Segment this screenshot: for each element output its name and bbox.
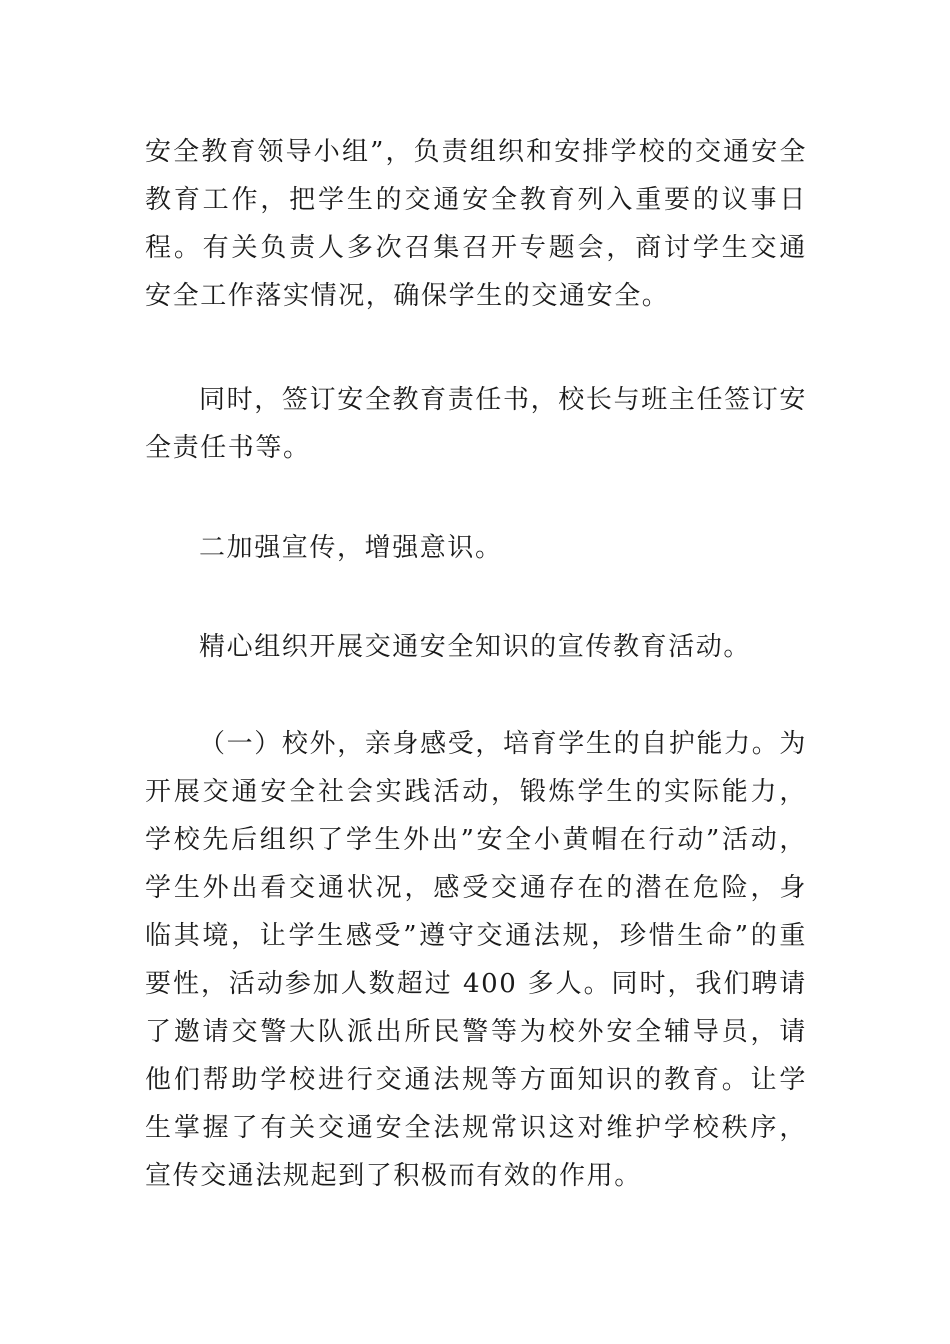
paragraph-leadership-group: 安全教育领导小组”，负责组织和安排学校的交通安全教育工作，把学生的交通安全教育列入重要的议事日程。有关负责人多次召集召开专题会，商讨学生交通安全工作落实情况，确保学生的交通安全。 <box>145 137 807 311</box>
paragraph-off-campus-practice: （一）校外，亲身感受，培育学生的自护能力。为开展交通安全社会实践活动，锻炼学生的实际能力，学校先后组织了学生外出”安全小黄帽在行动”活动，学生外出看交通状况，感受交通存在的潜在危险，身临其境，让学生感受”遵守交通法规，珍惜生命”的重要性，活动参加人数超过 400 多人。同时，我们聘请了邀请交警大队派出所民警等为校外安全辅导员，请他们帮助学校进行交通法规等方面知识的教育。让学生掌握了有关交通安全法规常识这对维护学校秩序，宣传交通法规起到了积极而有效的作用。 <box>145 729 808 1191</box>
paragraph-publicity-activities: 精心组织开展交通安全知识的宣传教育活动。 <box>199 632 752 662</box>
section-heading-publicity: 二加强宣传，增强意识。 <box>199 533 503 563</box>
paragraph-responsibility-letter: 同时，签订安全教育责任书，校长与班主任签订安全责任书等。 <box>145 385 807 463</box>
